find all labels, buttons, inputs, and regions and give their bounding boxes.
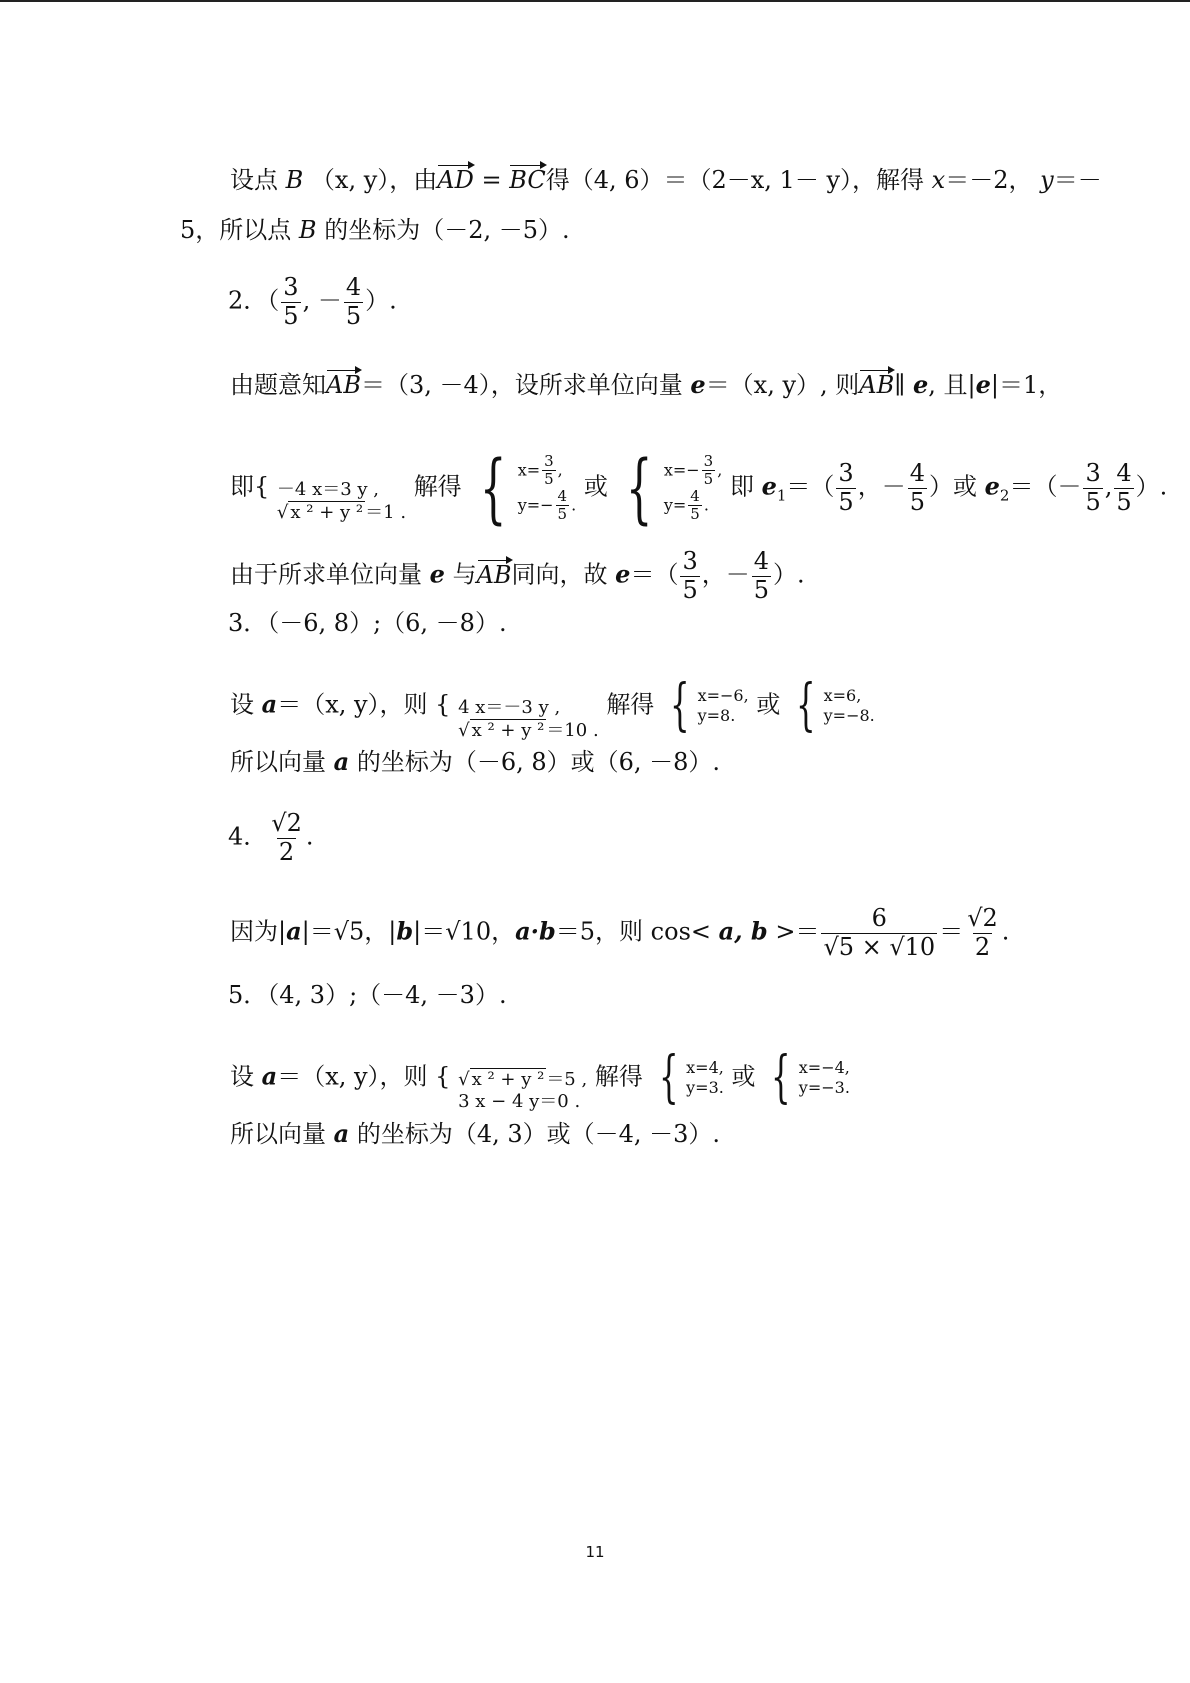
- solution-2-line-3: [230, 548, 805, 604]
- fraction: $\frac{√2}{2}$: [271, 809, 302, 866]
- text: 或: [731, 1062, 756, 1091]
- solution-system-2: { x=6, y=−8.: [796, 673, 875, 738]
- solution-5-line-1: [230, 1045, 850, 1114]
- fraction: $\frac{3}{5}$: [1085, 458, 1101, 516]
- dot-product: a·b: [515, 916, 556, 946]
- text: , 且|: [928, 371, 976, 399]
- solution-4-line-1: [230, 905, 1009, 961]
- fraction: $\frac{4}{5}$: [1116, 458, 1132, 516]
- point-b: B: [285, 166, 304, 194]
- solution-system-1: { x=−6, y=8.: [669, 673, 749, 738]
- text: ，－: [701, 560, 750, 589]
- vector-e: e: [429, 559, 445, 589]
- text: ＝（3, －4），设所求单位向量: [360, 371, 683, 399]
- solution-1-line-1: [230, 168, 1102, 192]
- vector-e: e: [975, 370, 991, 399]
- answer-3: [228, 611, 507, 635]
- fraction: $\frac{4}{5}$: [345, 273, 362, 330]
- solution-2-line-2: 即{ －4 x＝3 y , √ x ² + y ² ＝1 . 解得 { x= $\frac{3}{5}$ , y=− $\frac{4}{5}$ . 或 { x=− $\frac{3}{5}$ , y= $\frac{4}{5}$ . 即 $e_1=$（ $\frac{3}{5}$ ，－ $\frac{4}{5}$ ）或 $e_2=(-$ $\frac{3}{5}$ , $\frac{4}{5}$ ）.: [230, 443, 1168, 532]
- text: |＝√10，: [413, 917, 516, 946]
- vector-e: e: [615, 559, 631, 589]
- question-number: 4．: [228, 822, 268, 851]
- vector-ab: AB: [476, 560, 512, 589]
- text: 即{: [230, 472, 270, 501]
- text: ）.: [773, 560, 805, 589]
- vector-a: a: [286, 916, 302, 946]
- text: 所以向量: [230, 748, 326, 776]
- text: 5．（4, 3）;（－4, －3）.: [228, 981, 507, 1009]
- point-b: B: [298, 216, 317, 244]
- solution-5-line-2: [230, 1119, 721, 1148]
- text: ）.: [1135, 472, 1168, 501]
- vector-e1: e: [761, 471, 777, 501]
- text: |＝1，: [990, 371, 1063, 399]
- text: .: [1001, 917, 1010, 946]
- vector-a: a: [333, 747, 350, 776]
- text: 与: [452, 560, 477, 589]
- solution-system-1: { x=4, y=3.: [658, 1045, 724, 1110]
- text: 的坐标为（－2, －5）.: [324, 216, 570, 244]
- equation-system: √ x ² + y ² ＝5 , 3 x − 4 y＝0 .: [458, 1068, 588, 1112]
- text: 同向，故: [511, 560, 608, 589]
- vectors-a-b: a, b: [718, 916, 768, 946]
- var-x: x: [931, 166, 946, 194]
- solution-system-1: { x= $\frac{3}{5}$ , y=− $\frac{4}{5}$ .: [480, 443, 577, 532]
- answer-4: [228, 810, 313, 866]
- solution-1-line-2: [180, 218, 570, 242]
- text: 所以向量: [230, 1120, 326, 1148]
- fraction: $\frac{6}{√5 \times √10}$: [823, 904, 936, 961]
- text: 的坐标为（－6, 8）或（6, －8）.: [356, 748, 721, 776]
- text: 因为|: [230, 917, 287, 946]
- page-number: 11: [585, 1543, 605, 1561]
- text: 得（4, 6）＝（2－x, 1－ y），解得: [545, 166, 925, 194]
- text: , －: [302, 286, 342, 315]
- text: ,: [1104, 472, 1113, 501]
- text: ＝（: [786, 472, 835, 501]
- equation-system: 4 x＝－3 y , √ x ² + y ² ＝10 .: [458, 696, 599, 741]
- solution-3-line-2: [230, 747, 721, 776]
- fraction: $\frac{4}{5}$: [753, 547, 770, 604]
- vector-e: e: [690, 370, 706, 399]
- vector-a: a: [261, 1061, 278, 1091]
- text: 或: [583, 472, 608, 501]
- fraction: $\frac{3}{5}$: [283, 273, 299, 330]
- vector-ab: AB: [326, 371, 361, 399]
- solution-system-2: { x=−4, y=−3.: [771, 1045, 850, 1110]
- text: 解得: [606, 690, 655, 719]
- vector-e2: e: [984, 471, 1000, 501]
- fraction: $\frac{4}{5}$: [909, 458, 925, 516]
- text: ，－: [857, 472, 906, 501]
- question-number: 2．（: [228, 286, 280, 315]
- text: ，由: [389, 166, 438, 194]
- text: 设: [230, 690, 254, 719]
- vector-bc: BC: [509, 166, 546, 194]
- answer-2: [228, 274, 397, 330]
- text: 或: [756, 690, 781, 719]
- text: ）或: [928, 472, 977, 501]
- text: ＝－2，: [945, 166, 1033, 194]
- text: |＝√5，|: [301, 917, 397, 946]
- text: >＝: [775, 917, 820, 946]
- vector-a: a: [261, 689, 278, 719]
- top-rule: [0, 0, 1190, 2]
- vector-b: b: [396, 916, 414, 946]
- text: ＝－: [1053, 166, 1102, 194]
- vector-e: e: [913, 370, 929, 399]
- text: ＝: [939, 917, 964, 946]
- solution-3-line-1: [230, 673, 875, 743]
- text: 5，所以点: [180, 216, 292, 244]
- text: 由题意知: [230, 371, 326, 399]
- text: ＝（x, y）, 则: [705, 371, 860, 399]
- text: 解得: [413, 472, 462, 501]
- vector-a: a: [333, 1119, 350, 1148]
- text: （x, y）: [310, 166, 390, 194]
- text: 即: [729, 472, 754, 501]
- text: ＝5，则 cos<: [555, 917, 711, 946]
- text: 设点: [230, 166, 278, 194]
- text: 3．（－6, 8）;（6, －8）.: [228, 609, 507, 637]
- text: 设: [230, 1062, 254, 1091]
- vector-ab: AB: [859, 371, 895, 399]
- text: ）.: [365, 286, 397, 315]
- solution-2-line-1: [230, 370, 1063, 399]
- var-y: y: [1040, 166, 1054, 194]
- parallel-symbol: ∥: [894, 371, 906, 399]
- text: .: [305, 822, 314, 851]
- text: ＝（x, y），则 {: [277, 690, 451, 719]
- fraction: $\frac{√2}{2}$: [967, 904, 998, 961]
- text: ＝（: [630, 560, 679, 589]
- answer-5: [228, 983, 507, 1007]
- text: ＝（－: [1009, 472, 1082, 501]
- equation-system: －4 x＝3 y , √ x ² + y ² ＝1 .: [276, 478, 407, 523]
- fraction: $\frac{3}{5}$: [838, 458, 854, 516]
- fraction: $\frac{3}{5}$: [682, 547, 698, 604]
- vector-ad: AD: [437, 166, 474, 194]
- text: =: [481, 166, 502, 194]
- text: ＝（x, y），则 {: [277, 1062, 451, 1091]
- text: 解得: [594, 1062, 643, 1091]
- text: 由于所求单位向量: [230, 560, 422, 589]
- text: 的坐标为（4, 3）或（－4, －3）.: [356, 1120, 721, 1148]
- solution-system-2: { x=− $\frac{3}{5}$ , y= $\frac{4}{5}$ .: [626, 443, 723, 532]
